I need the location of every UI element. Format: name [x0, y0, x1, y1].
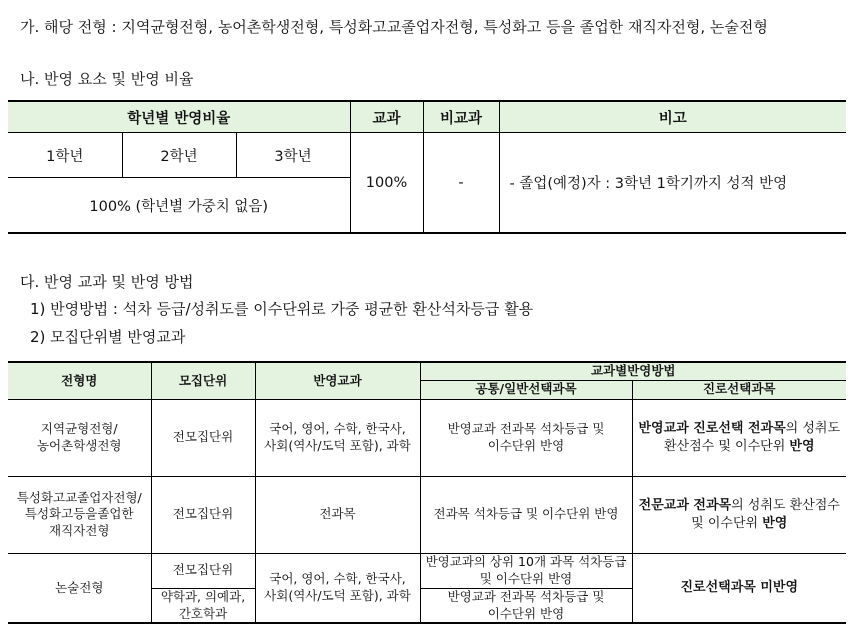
header-subject: 교과 — [350, 101, 423, 133]
subjects-cell: 국어, 영어, 수학, 한국사, 사회(역사/도덕 포함), 과학 — [255, 399, 420, 476]
career-cell: 진로선택과목 미반영 — [632, 553, 846, 623]
grade-3: 3학년 — [236, 133, 350, 178]
common-cell: 반영교과의 상위 10개 과목 석차등급 및 이수단위 반영 — [420, 553, 632, 588]
table-row — [8, 553, 846, 588]
admission-cell: 지역균형전형/ 농어촌학생전형 — [8, 399, 151, 476]
method-1: 1) 반영방법 : 석차 등급/성취도를 이수단위로 가중 평균한 환산석차등급 활용 — [30, 300, 534, 318]
unit-cell: 전모집단위 — [151, 399, 255, 476]
header-common: 공통/일반선택과목 — [420, 380, 632, 399]
common-cell: 반영교과 전과목 석차등급 및 이수단위 반영 — [420, 588, 632, 623]
grade-1: 1학년 — [8, 133, 122, 178]
section-na: 나. 반영 요소 및 반영 비율 — [20, 70, 194, 88]
admission-cell: 논술전형 — [8, 553, 151, 623]
admission-cell: 특성화고교졸업자전형/ 특성화고등을졸업한 재직자전형 — [8, 476, 151, 553]
remarks-value: - 졸업(예정)자 : 3학년 1학기까지 성적 반영 — [499, 133, 846, 234]
header-non-subject: 비교과 — [423, 101, 499, 133]
common-cell: 반영교과 전과목 석차등급 및 이수단위 반영 — [420, 399, 632, 476]
non-subject-value: - — [423, 133, 499, 234]
unit-cell: 전모집단위 — [151, 553, 255, 588]
subjects-cell: 전과목 — [255, 476, 420, 553]
method-2: 2) 모집단위별 반영교과 — [30, 328, 186, 346]
header-admission: 전형명 — [8, 362, 151, 399]
header-remarks: 비고 — [499, 101, 846, 133]
table-row — [8, 476, 846, 553]
section-ga: 가. 해당 전형 : 지역균형전형, 농어촌학생전형, 특성화고교졸업자전형, 특성화고 등을 졸업한 재직자전형, 논술전형 — [20, 18, 768, 36]
ratio-table — [8, 100, 846, 234]
header-subjects: 반영교과 — [255, 362, 420, 399]
career-cell: 전문교과 전과목의 성취도 환산점수 및 이수단위 반영 — [632, 476, 846, 553]
grade-weight-value: 100% (학년별 가중치 없음) — [8, 178, 350, 234]
career-cell: 반영교과 진로선택 전과목의 성취도 환산점수 및 이수단위 반영 — [632, 399, 846, 476]
unit-cell: 약학과, 의예과, 간호학과 — [151, 588, 255, 623]
subjects-cell: 국어, 영어, 수학, 한국사, 사회(역사/도덕 포함), 과학 — [255, 553, 420, 623]
header-unit: 모집단위 — [151, 362, 255, 399]
subject-method-table — [8, 361, 846, 624]
header-method: 교과별반영방법 — [420, 362, 846, 380]
common-cell: 전과목 석차등급 및 이수단위 반영 — [420, 476, 632, 553]
section-da: 다. 반영 교과 및 반영 방법 — [20, 273, 194, 291]
subject-value: 100% — [350, 133, 423, 234]
unit-cell: 전모집단위 — [151, 476, 255, 553]
grade-2: 2학년 — [122, 133, 236, 178]
table-row — [8, 399, 846, 476]
header-career: 진로선택과목 — [632, 380, 846, 399]
header-grade-ratio: 학년별 반영비율 — [8, 101, 350, 133]
